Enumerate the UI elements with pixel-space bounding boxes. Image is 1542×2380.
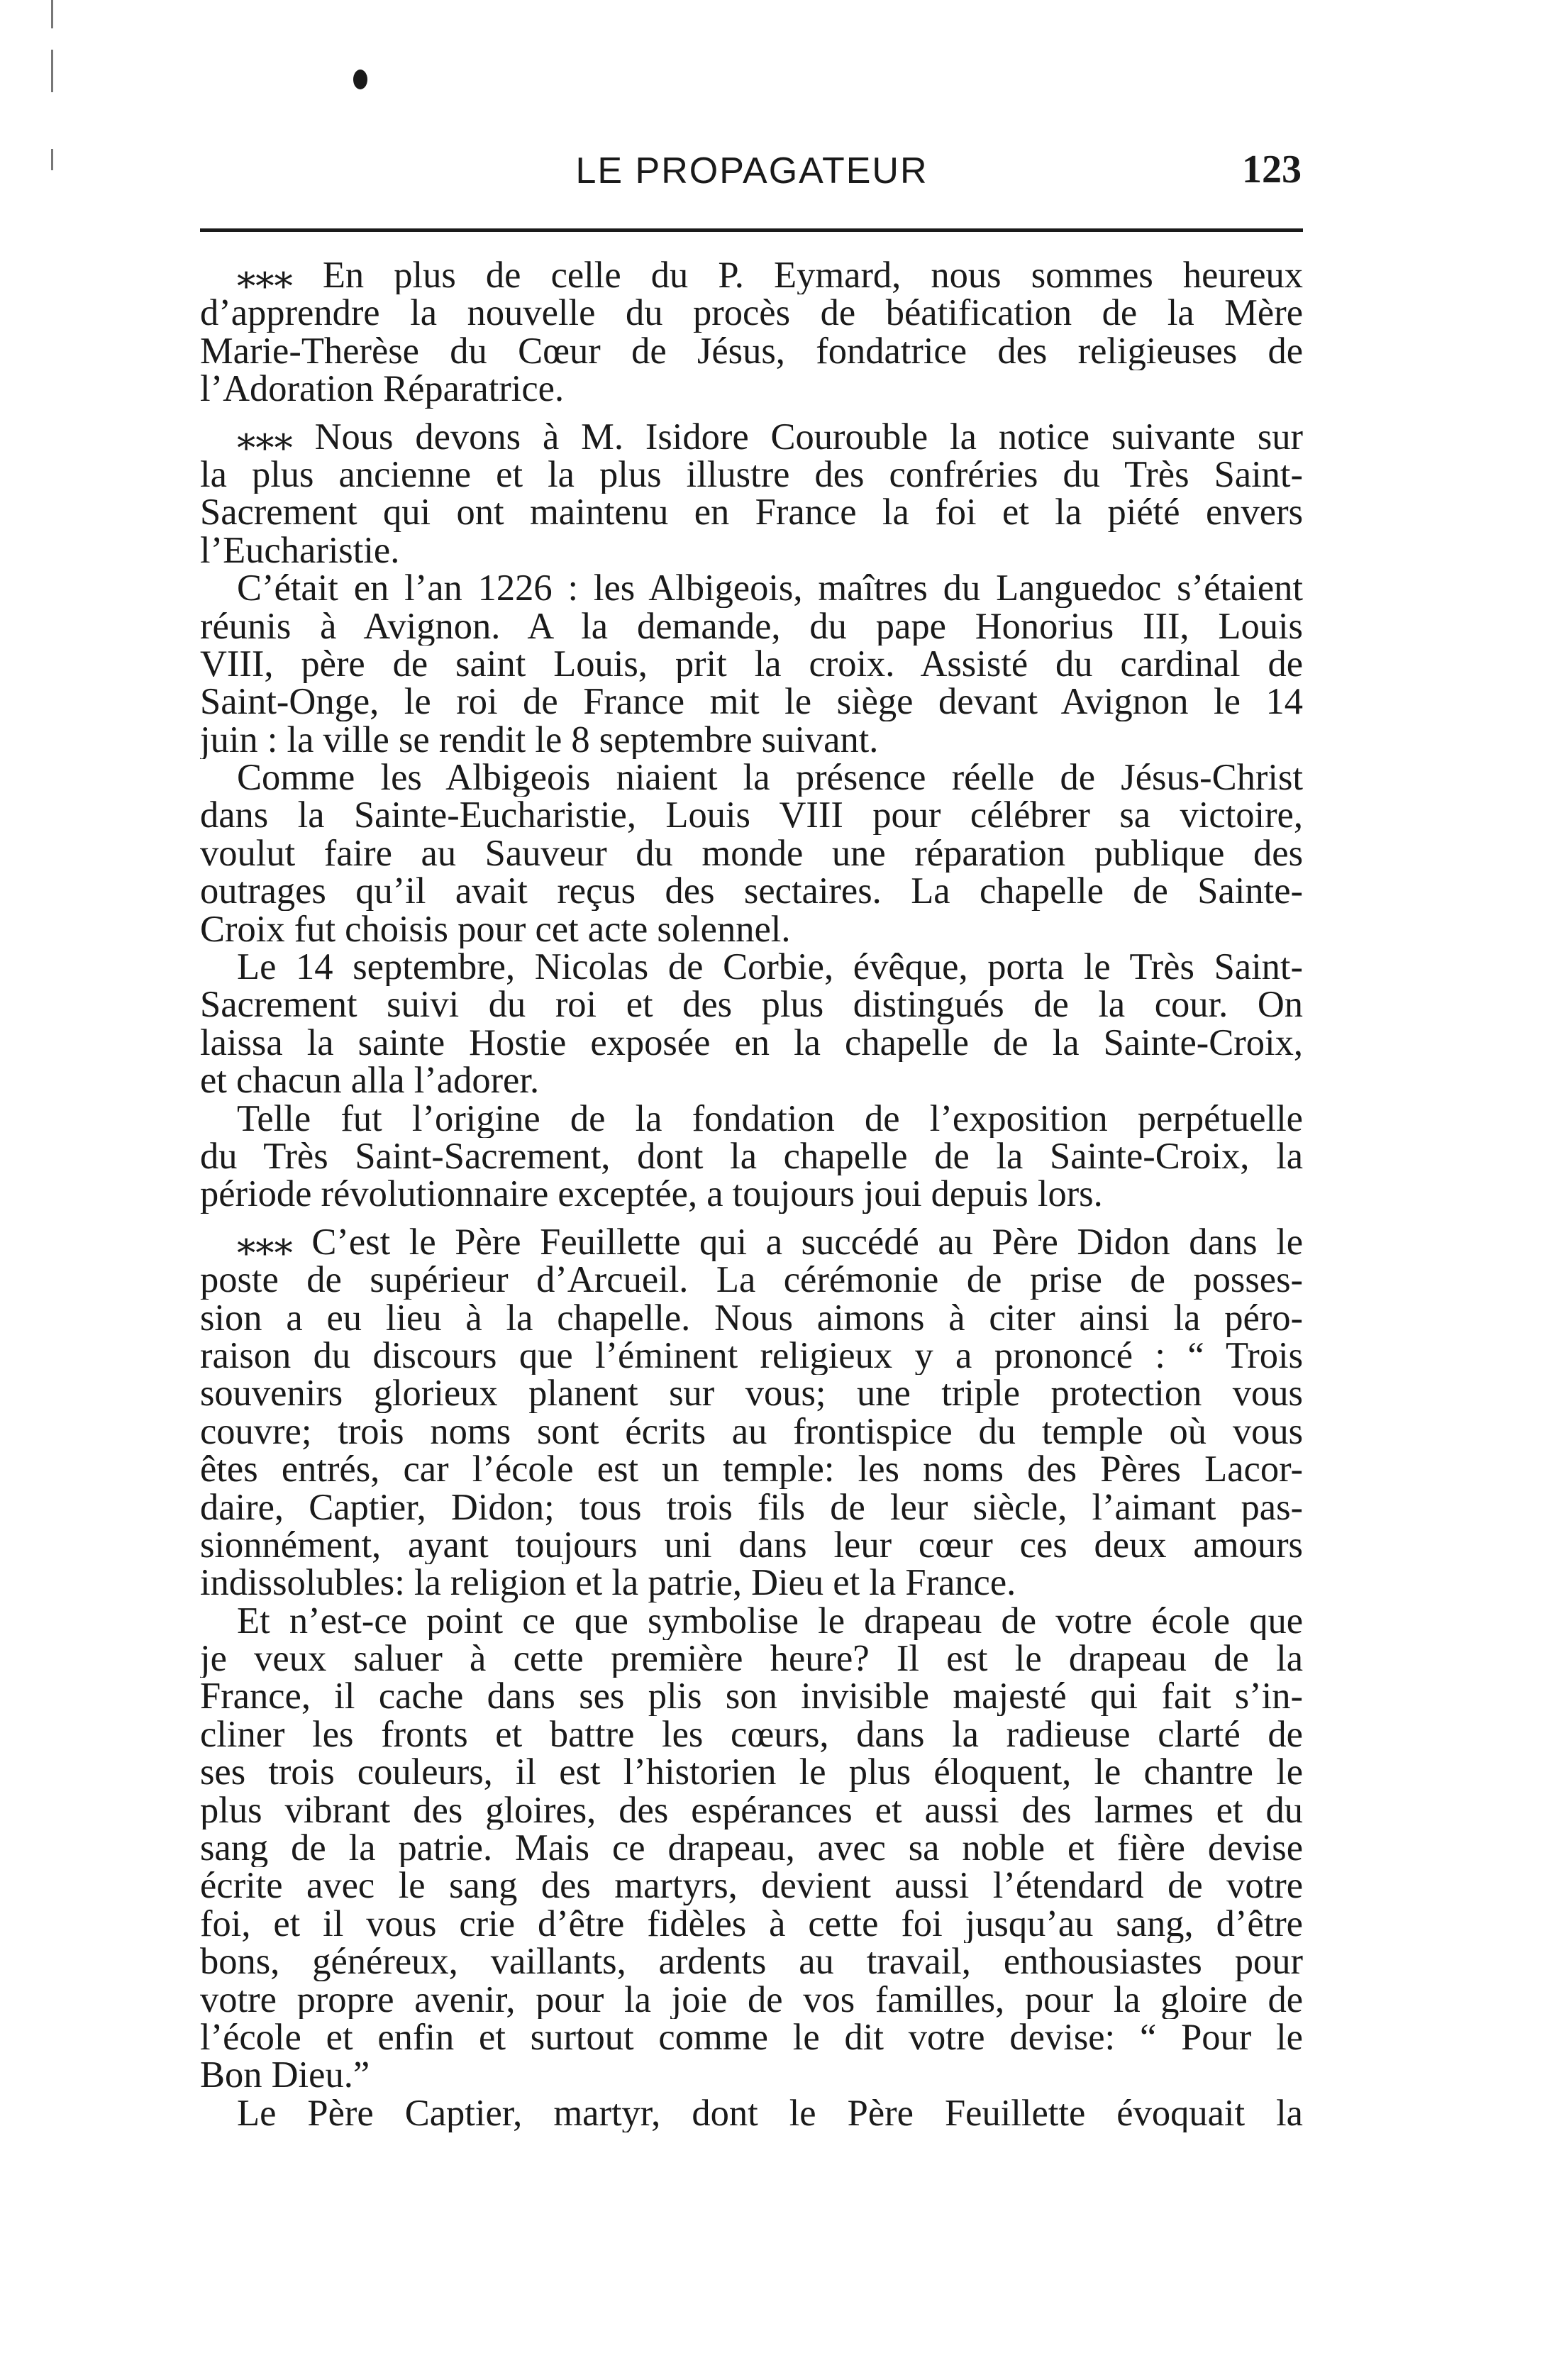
text-line: souvenirs glorieux planent sur vous; une triple protection vous [200,1375,1303,1413]
text-line: Le 14 septembre, Nicolas de Corbie, évêque, porta le Très Saint- [237,948,1303,987]
text-line: cliner les fronts et battre les cœurs, dans la radieuse clarté de [200,1715,1303,1754]
text-line: sang de la patrie. Mais ce drapeau, avec sa noble et fière devise [200,1830,1303,1868]
text-line: C’était en l’an 1226 : les Albigeois, maîtres du Languedoc s’étaient [237,570,1303,608]
text-line: dans la Sainte-Eucharistie, Louis VIII pour célébrer sa victoire, [200,797,1303,835]
edge-mark [51,0,53,28]
text-line: l’école et enfin et surtout comme le dit votre devise: “ Pour le [200,2018,1303,2057]
text-line: ses trois couleurs, il est l’historien le plus éloquent, le chantre le [200,1754,1303,1792]
text-line: indissolubles: la religion et la patrie, Dieu et la France. [200,1564,1016,1603]
text-line: d’apprendre la nouvelle du procès de béatification de la Mère [200,294,1303,333]
text-line: outrages qu’il avait reçus des sectaires. La chapelle de Sainte- [200,873,1303,911]
text-line: juin : la ville se rendit le 8 septembre suivant. [200,721,879,760]
text-line: ⁎⁎⁎ En plus de celle du P. Eymard, nous sommes heureux [237,257,1303,295]
text-line: et chacun alla l’adorer. [200,1062,540,1100]
text-line: l’Eucharistie. [200,531,400,570]
text-line: période révolutionnaire exceptée, a toujours joui depuis lors. [200,1175,1103,1214]
text-line: sionnément, ayant toujours uni dans leur cœur ces deux amours [200,1526,1303,1565]
text-line: bons, généreux, vaillants, ardents au travail, enthousiastes pour [200,1943,1303,1981]
text-line: Le Père Captier, martyr, dont le Père Feuillette évoquait la [237,2094,1303,2133]
text-line: Sacrement qui ont maintenu en France la foi et la piété envers [200,494,1303,532]
paragraph-gap [200,1214,1303,1224]
text-line: du Très Saint-Sacrement, dont la chapelle de la Sainte-Croix, la [200,1137,1303,1176]
text-line: plus vibrant des gloires, des espérances et aussi des larmes et du [200,1791,1303,1830]
text-line: Saint-Onge, le roi de France mit le siège devant Avignon le 14 [200,683,1303,721]
text-line: je veux saluer à cette première heure? Il est le drapeau de la [200,1640,1303,1678]
text-line: foi, et il vous crie d’être fidèles à cette foi jusqu’au sang, d’être [200,1905,1303,1944]
page-number: 123 [1242,148,1302,192]
text-line: Croix fut choisis pour cet acte solennel. [200,910,791,949]
text-line: Et n’est-ce point ce que symbolise le drapeau de votre école que [237,1602,1303,1641]
text-line: Sacrement suivi du roi et des plus distingués de la cour. On [200,986,1303,1024]
text-line: voulut faire au Sauveur du monde une réparation publique des [200,834,1303,873]
text-line: Bon Dieu.” [200,2057,370,2095]
text-line: réunis à Avignon. A la demande, du pape Honorius III, Louis [200,607,1303,646]
text-line: couvre; trois noms sont écrits au frontispice du temple où vous [200,1412,1303,1451]
text-line: VIII, père de saint Louis, prit la croix. Assisté du cardinal de [200,645,1303,684]
text-line: sion a eu lieu à la chapelle. Nous aimons à citer ainsi la péro- [200,1299,1303,1337]
paragraph-gap [200,409,1303,419]
text-line: écrite avec le sang des martyrs, devient aussi l’étendard de votre [200,1867,1303,1905]
text-line: Comme les Albigeois niaient la présence réelle de Jésus-Christ [237,759,1303,797]
text-line: Marie-Therèse du Cœur de Jésus, fondatrice des religieuses de [200,332,1303,371]
edge-mark [51,50,53,92]
text-line: votre propre avenir, pour la joie de vos familles, pour la gloire de [200,1981,1303,2019]
edge-mark [51,149,53,170]
text-line: ⁎⁎⁎ C’est le Père Feuillette qui a succédé au Père Didon dans le [237,1223,1303,1262]
text-line: êtes entrés, car l’école est un temple: les noms des Pères Lacor- [200,1451,1303,1489]
text-line: la plus ancienne et la plus illustre des confréries du Très Saint- [200,455,1303,494]
text-line: l’Adoration Réparatrice. [200,370,565,409]
header-rule [200,228,1303,232]
text-line: daire, Captier, Didon; tous trois fils de leur siècle, l’aimant pas- [200,1488,1303,1527]
text-line: France, il cache dans ses plis son invisible majesté qui fait s’in- [200,1678,1303,1716]
page-header [202,145,1302,202]
running-title: LE PROPAGATEUR [575,150,928,192]
ink-spot [353,70,367,89]
text-line: raison du discours que l’éminent religieux y a prononcé : “ Trois [200,1336,1303,1376]
text-line: ⁎⁎⁎ Nous devons à M. Isidore Courouble la notice suivante sur [237,418,1303,456]
text-line: Telle fut l’origine de la fondation de l’exposition perpétuelle [237,1100,1303,1138]
text-line: laissa la sainte Hostie exposée en la chapelle de la Sainte-Croix, [200,1024,1303,1063]
text-line: poste de supérieur d’Arcueil. La cérémonie de prise de posses- [200,1261,1303,1300]
body-text [200,257,1303,2132]
